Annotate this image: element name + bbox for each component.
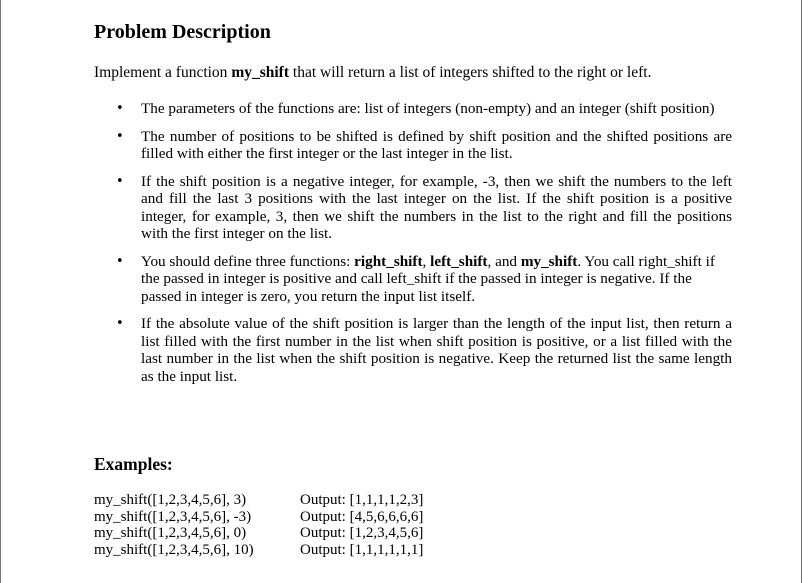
intro-function-name: my_shift: [231, 64, 290, 81]
bullet-absolute-value-text: If the absolute value of the shift position is larger than the length of the input list, then return a list filled with the first number in the list when shift position is positive, or a list filled with the last number in the list when the shift position is negative. Keep the returned list the same length as the input list.: [141, 315, 732, 385]
bullet-shift-positions-text: The number of positions to be shifted is defined by shift position and the shifted positions are filled with either the first integer or the last integer in the list.: [141, 127, 732, 162]
bullet-parameters: [94, 100, 732, 118]
separator: ,: [422, 252, 431, 270]
function-name-my-shift: my_shift: [520, 252, 578, 270]
intro-suffix: that will return a list of integers shifted to the right or left.: [289, 64, 652, 81]
example-row: [94, 525, 423, 542]
example-call: my_shift([1,2,3,4,5,6], 0): [94, 525, 247, 541]
example-output: Output: [4,5,6,6,6,6]: [300, 508, 424, 525]
example-call: my_shift([1,2,3,4,5,6], 10): [94, 541, 254, 558]
intro-paragraph: [94, 64, 651, 82]
examples-heading: Examples:: [94, 454, 173, 474]
bullet-shift-positions: [94, 128, 732, 163]
bullet-negative-positive-text: If the shift position is a negative integer, for example, -3, then we shift the numbers to the left and fill the last 3 positions with the last integer on the list. If the shift position is a positive integer, for example, 3, then we shift the numbers in the list to the right and fill the positions with the first integer on the list.: [141, 172, 732, 242]
example-output: Output: [1,1,1,1,2,3]: [300, 492, 424, 508]
page-title: Problem Description: [94, 21, 271, 43]
bullet-negative-positive: [94, 173, 732, 243]
example-call: my_shift([1,2,3,4,5,6], -3): [94, 508, 252, 525]
example-row: [94, 492, 423, 509]
example-row: [94, 509, 423, 526]
bullet-absolute-value: [94, 315, 732, 385]
example-call: my_shift([1,2,3,4,5,6], 3): [94, 492, 247, 508]
example-output: Output: [1,1,1,1,1,1]: [300, 541, 424, 558]
separator: , and: [487, 252, 521, 270]
function-name-right-shift: right_shift: [354, 252, 423, 270]
example-output: Output: [1,2,3,4,5,6]: [300, 525, 424, 541]
intro-prefix: Implement a function: [94, 64, 232, 81]
requirements-list: [94, 100, 732, 385]
function-name-left-shift: left_shift: [430, 252, 488, 270]
examples-table: [94, 492, 423, 558]
bullet-define-functions-rest: . You call right_shift if the passed in integer is positive and call left_shift if the passed in integer is negative. If the passed in integer is zero, you return the input list itself.: [141, 252, 715, 305]
example-row: [94, 542, 423, 559]
bullet-parameters-text: The parameters of the functions are: list of integers (non-empty) and an integer (shift position): [141, 100, 715, 117]
bullet-define-functions: [94, 253, 732, 306]
bullet-define-functions-intro: You should define three functions:: [141, 252, 355, 270]
